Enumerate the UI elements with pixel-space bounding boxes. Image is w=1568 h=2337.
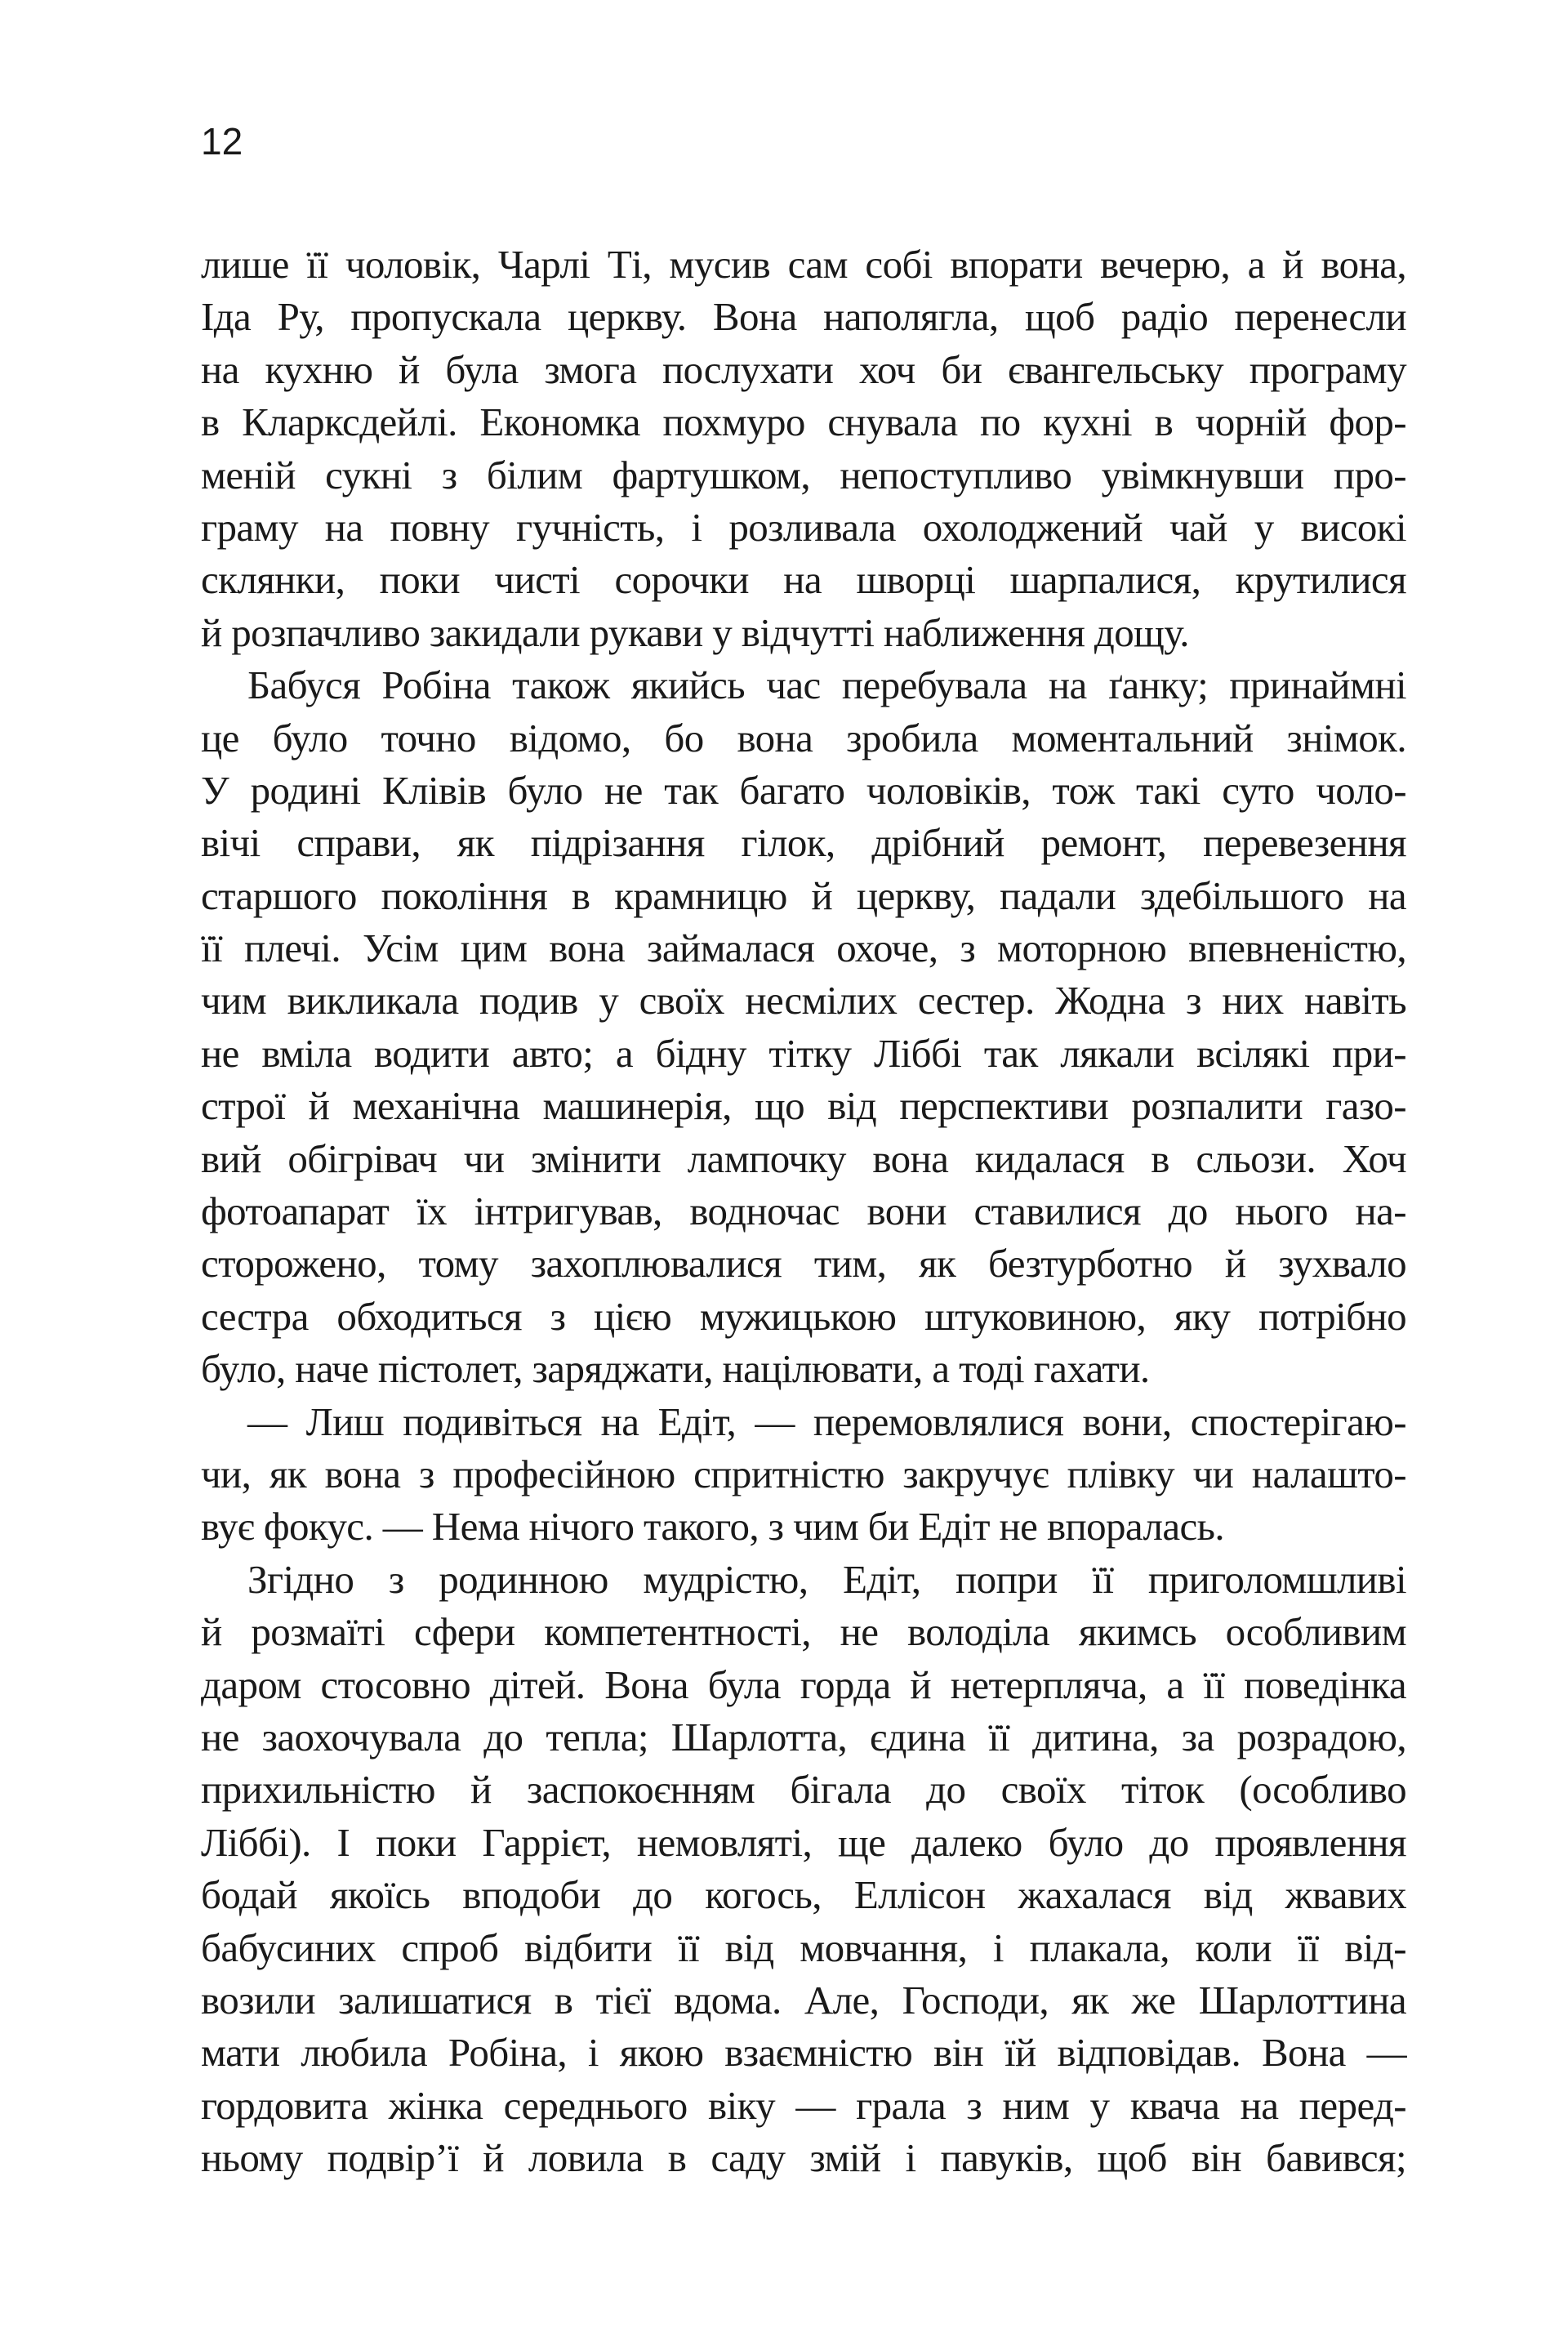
text-line: це було точно відомо, бо вона зробила моментальний знімок. <box>201 715 1406 760</box>
text-line: на кухню й була змога послухати хоч би євангельську програму <box>201 346 1406 392</box>
text-line: — Лиш подивіться на Едіт, — перемовлялися вони, спостерігаю- <box>247 1398 1406 1444</box>
text-line: сестра обходиться з цією мужицькою штуковиною, яку потрібно <box>201 1293 1406 1339</box>
text-line: в Кларксдейлі. Економка похмуро снувала по кухні в чорній фор- <box>201 399 1406 445</box>
text-line: склянки, поки чисті сорочки на шворці шарпалися, крутилися <box>201 557 1406 603</box>
text-line: не вміла водити авто; а бідну тітку Ліббі так лякали всілякі при- <box>201 1030 1406 1076</box>
text-line: прихильністю й заспокоєнням бігала до своїх тіток (особливо <box>201 1767 1406 1813</box>
text-line: Бабуся Робіна також якийсь час перебувала на ґанку; принаймні <box>247 662 1406 708</box>
text-line: бодай якоїсь вподоби до когось, Еллісон жахалася від жвавих <box>201 1872 1406 1918</box>
text-line: чим викликала подив у своїх несмілих сестер. Жодна з них навіть <box>201 978 1406 1024</box>
text-line: й розпачливо закидали рукави у відчутті наближення дощу. <box>201 609 1189 655</box>
body-text <box>201 239 1406 2184</box>
page-number: 12 <box>201 120 243 163</box>
text-line: даром стосовно дітей. Вона була горда й нетерпляча, а її поведінка <box>201 1661 1406 1707</box>
text-line: її плечі. Усім цим вона займалася охоче, з моторною впевненістю, <box>201 925 1406 971</box>
text-line: вічі справи, як підрізання гілок, дрібний ремонт, перевезення <box>201 820 1406 866</box>
paragraph <box>201 239 1406 659</box>
text-line: граму на повну гучність, і розливала охолоджений чай у високі <box>201 504 1406 550</box>
text-line: сторожено, тому захоплювалися тим, як безтурботно й зухвало <box>201 1241 1406 1287</box>
text-line: Ліббі). І поки Гаррієт, немовляті, ще далеко було до проявлення <box>201 1819 1406 1865</box>
text-line: фотоапарат їх інтригував, водночас вони ставилися до нього на- <box>201 1189 1406 1234</box>
text-line: вує фокус. — Нема нічого такого, з чим би Едіт не впоралась. <box>201 1504 1225 1550</box>
text-line: возили залишатися в тієї вдома. Але, Господи, як же Шарлоттина <box>201 1977 1406 2023</box>
text-line: Згідно з родинною мудрістю, Едіт, попри її приголомшливі <box>247 1556 1406 1602</box>
text-line: старшого покоління в крамницю й церкву, падали здебільшого на <box>201 872 1406 918</box>
text-line: Іда Ру, пропускала церкву. Вона наполягла, щоб радіо перенесли <box>201 294 1406 340</box>
text-line: було, наче пістолет, заряджати, націлювати, а тоді гахати. <box>201 1346 1150 1392</box>
text-line: мати любила Робіна, і якою взаємністю він їй відповідав. Вона — <box>201 2030 1406 2076</box>
text-line: й розмаїті сфери компетентності, не володіла якимсь особливим <box>201 1609 1406 1655</box>
text-line: бабусиних спроб відбити її від мовчання, і плакала, коли її від- <box>201 1924 1406 1970</box>
paragraph <box>201 1396 1406 1554</box>
paragraph <box>201 659 1406 1395</box>
text-line: вий обігрівач чи змінити лампочку вона кидалася в сльози. Хоч <box>201 1135 1406 1181</box>
text-line: чи, як вона з професійною спритністю закручує плівку чи налашто- <box>201 1451 1406 1496</box>
text-line: не заохочувала до тепла; Шарлотта, єдина її дитина, за розрадою, <box>201 1714 1406 1759</box>
text-line: строї й механічна машинерія, що від перспективи розпалити газо- <box>201 1083 1406 1129</box>
paragraph <box>201 1554 1406 2185</box>
text-line: У родині Клівів було не так багато чоловіків, тож такі суто чоло- <box>201 767 1406 813</box>
text-line: лише її чоловік, Чарлі Ті, мусив сам собі впорати вечерю, а й вона, <box>201 242 1406 287</box>
text-line: меній сукні з білим фартушком, непоступливо увімкнувши про- <box>201 452 1406 497</box>
text-line: гордовита жінка середнього віку — грала з ним у квача на перед- <box>201 2082 1406 2128</box>
text-line: ньому подвір’ї й ловила в саду змій і павуків, щоб він бавився; <box>201 2135 1406 2181</box>
